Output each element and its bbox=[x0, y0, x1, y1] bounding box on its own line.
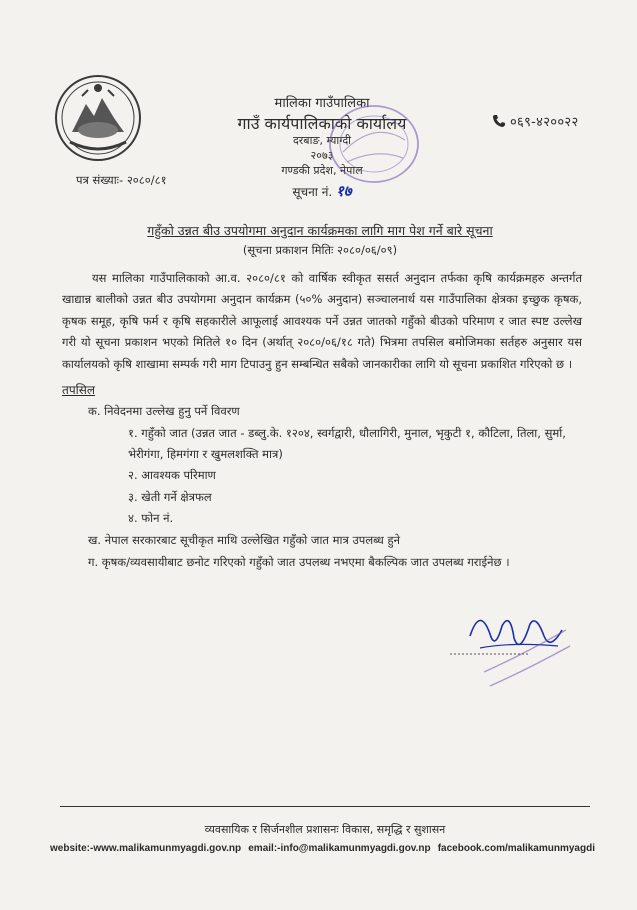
nepal-government-emblem-icon bbox=[52, 72, 144, 164]
tapasil-heading: तपसिल bbox=[62, 383, 96, 397]
tapasil-sub-item-1: १. गहुँको जात (उन्नत जात - डब्लु.के. १२०४, स्वर्गद्वारी, धौलागिरी, मुनाल, भृकुटी १, कौटिला, तिला, सुर्मा, भेरीगंगा, हिमगंगा र खुमलशक्ति मात्र) bbox=[128, 426, 566, 461]
footer-divider bbox=[60, 806, 590, 807]
tapasil-sub-item-3: ३. खेती गर्ने क्षेत्रफल bbox=[128, 490, 212, 504]
notice-body: यस मालिका गाउँपालिकाको आ.व. २०८०/८१ को वार्षिक स्वीकृत ससर्त अनुदान तर्फका कृषि कार्यक्रमहरु अन्तर्गत खाद्यान्न बालीको उन्नत बीउ उपयोगमा अनुदान कार्यक्रम (५०% अनुदान) सञ्चालनार्थ यस गाउँपालिका क्षेत्रका इच्छुक कृषक, कृषक समूह, कृषि फर्म र कृषि सहकारीले आफूलाई आवश्यक पर्ने उन्नत जातको गहुँको बीउको परिमाण र जात स्पष्ट उल्लेख गरी यो सूचना प्रकाशन भएको मितिले १० दिन (अर्थात् २०८०/०६/१८ गते) भित्रमा तपसिल बमोजिमका सर्तहरु अनुसार यस कार्यालयको कृषि शाखामा सम्पर्क गरी माग टिपाउनु हुन सम्बन्धित सबैको जानकारीका लागि यो सूचना प्रकाशित गरिएको छ । bbox=[62, 271, 582, 371]
phone-icon bbox=[492, 114, 506, 128]
footer-slogan: व्यवसायिक र सिर्जनशील प्रशासनः विकास, समृद्धि र सुशासन bbox=[204, 823, 446, 836]
tapasil-item-ka: क. निवेदनमा उल्लेख हुनु पर्ने विवरण bbox=[88, 404, 240, 418]
footer-facebook[interactable]: facebook.com/malikamunmyagdi bbox=[437, 843, 595, 854]
tapasil-item-ga: ग. कृषक/व्यवसायीबाट छनोट गरिएको गहुँको जात उपलब्ध नभएमा बैकल्पिक जात उपलब्ध गराईनेछ । bbox=[88, 555, 510, 569]
municipality-name: मालिका गाउँपालिका bbox=[274, 96, 370, 111]
tapasil-item-kha: ख. नेपाल सरकारबाट सूचीकृत माथि उल्लेखित गहुँको जात मात्र उपलब्ध हुने bbox=[88, 533, 400, 547]
notice-subject: गहुँको उन्नत बीउ उपयोगमा अनुदान कार्यक्रमका लागि माग पेश गर्ने बारे सूचना bbox=[147, 223, 493, 238]
office-name: गाउँ कार्यपालिकाको कार्यालय bbox=[237, 113, 407, 133]
office-stamp-icon bbox=[325, 100, 423, 188]
footer-contact bbox=[50, 843, 595, 854]
footer-email[interactable]: email:-info@malikamunmyagdi.gov.np bbox=[248, 843, 431, 854]
tapasil-sub-item-4: ४. फोन नं. bbox=[128, 511, 174, 525]
tapasil-sub-item-2: २. आवश्यक परिमाण bbox=[128, 468, 216, 482]
publication-date: (सूचना प्रकाशन मितिः २०८०/०६/०९) bbox=[242, 243, 398, 257]
phone-number bbox=[492, 112, 579, 130]
established-year: २०७३ bbox=[310, 148, 334, 162]
office-address: दरबाङ, म्याग्दी bbox=[292, 134, 352, 148]
province-country: गण्डकी प्रदेश, नेपाल bbox=[281, 163, 363, 177]
notice-number-label: सूचना नं. bbox=[292, 184, 333, 199]
letter-number: पत्र संख्याः- २०८०/८१ bbox=[76, 173, 167, 187]
footer-website[interactable]: website:-www.malikamunmyagdi.gov.np bbox=[50, 843, 242, 854]
phone-number-text: ०६९-४२००२२ bbox=[510, 115, 579, 130]
signature-stamp-icon bbox=[440, 596, 590, 696]
notice-number-value: १७ bbox=[336, 181, 352, 200]
